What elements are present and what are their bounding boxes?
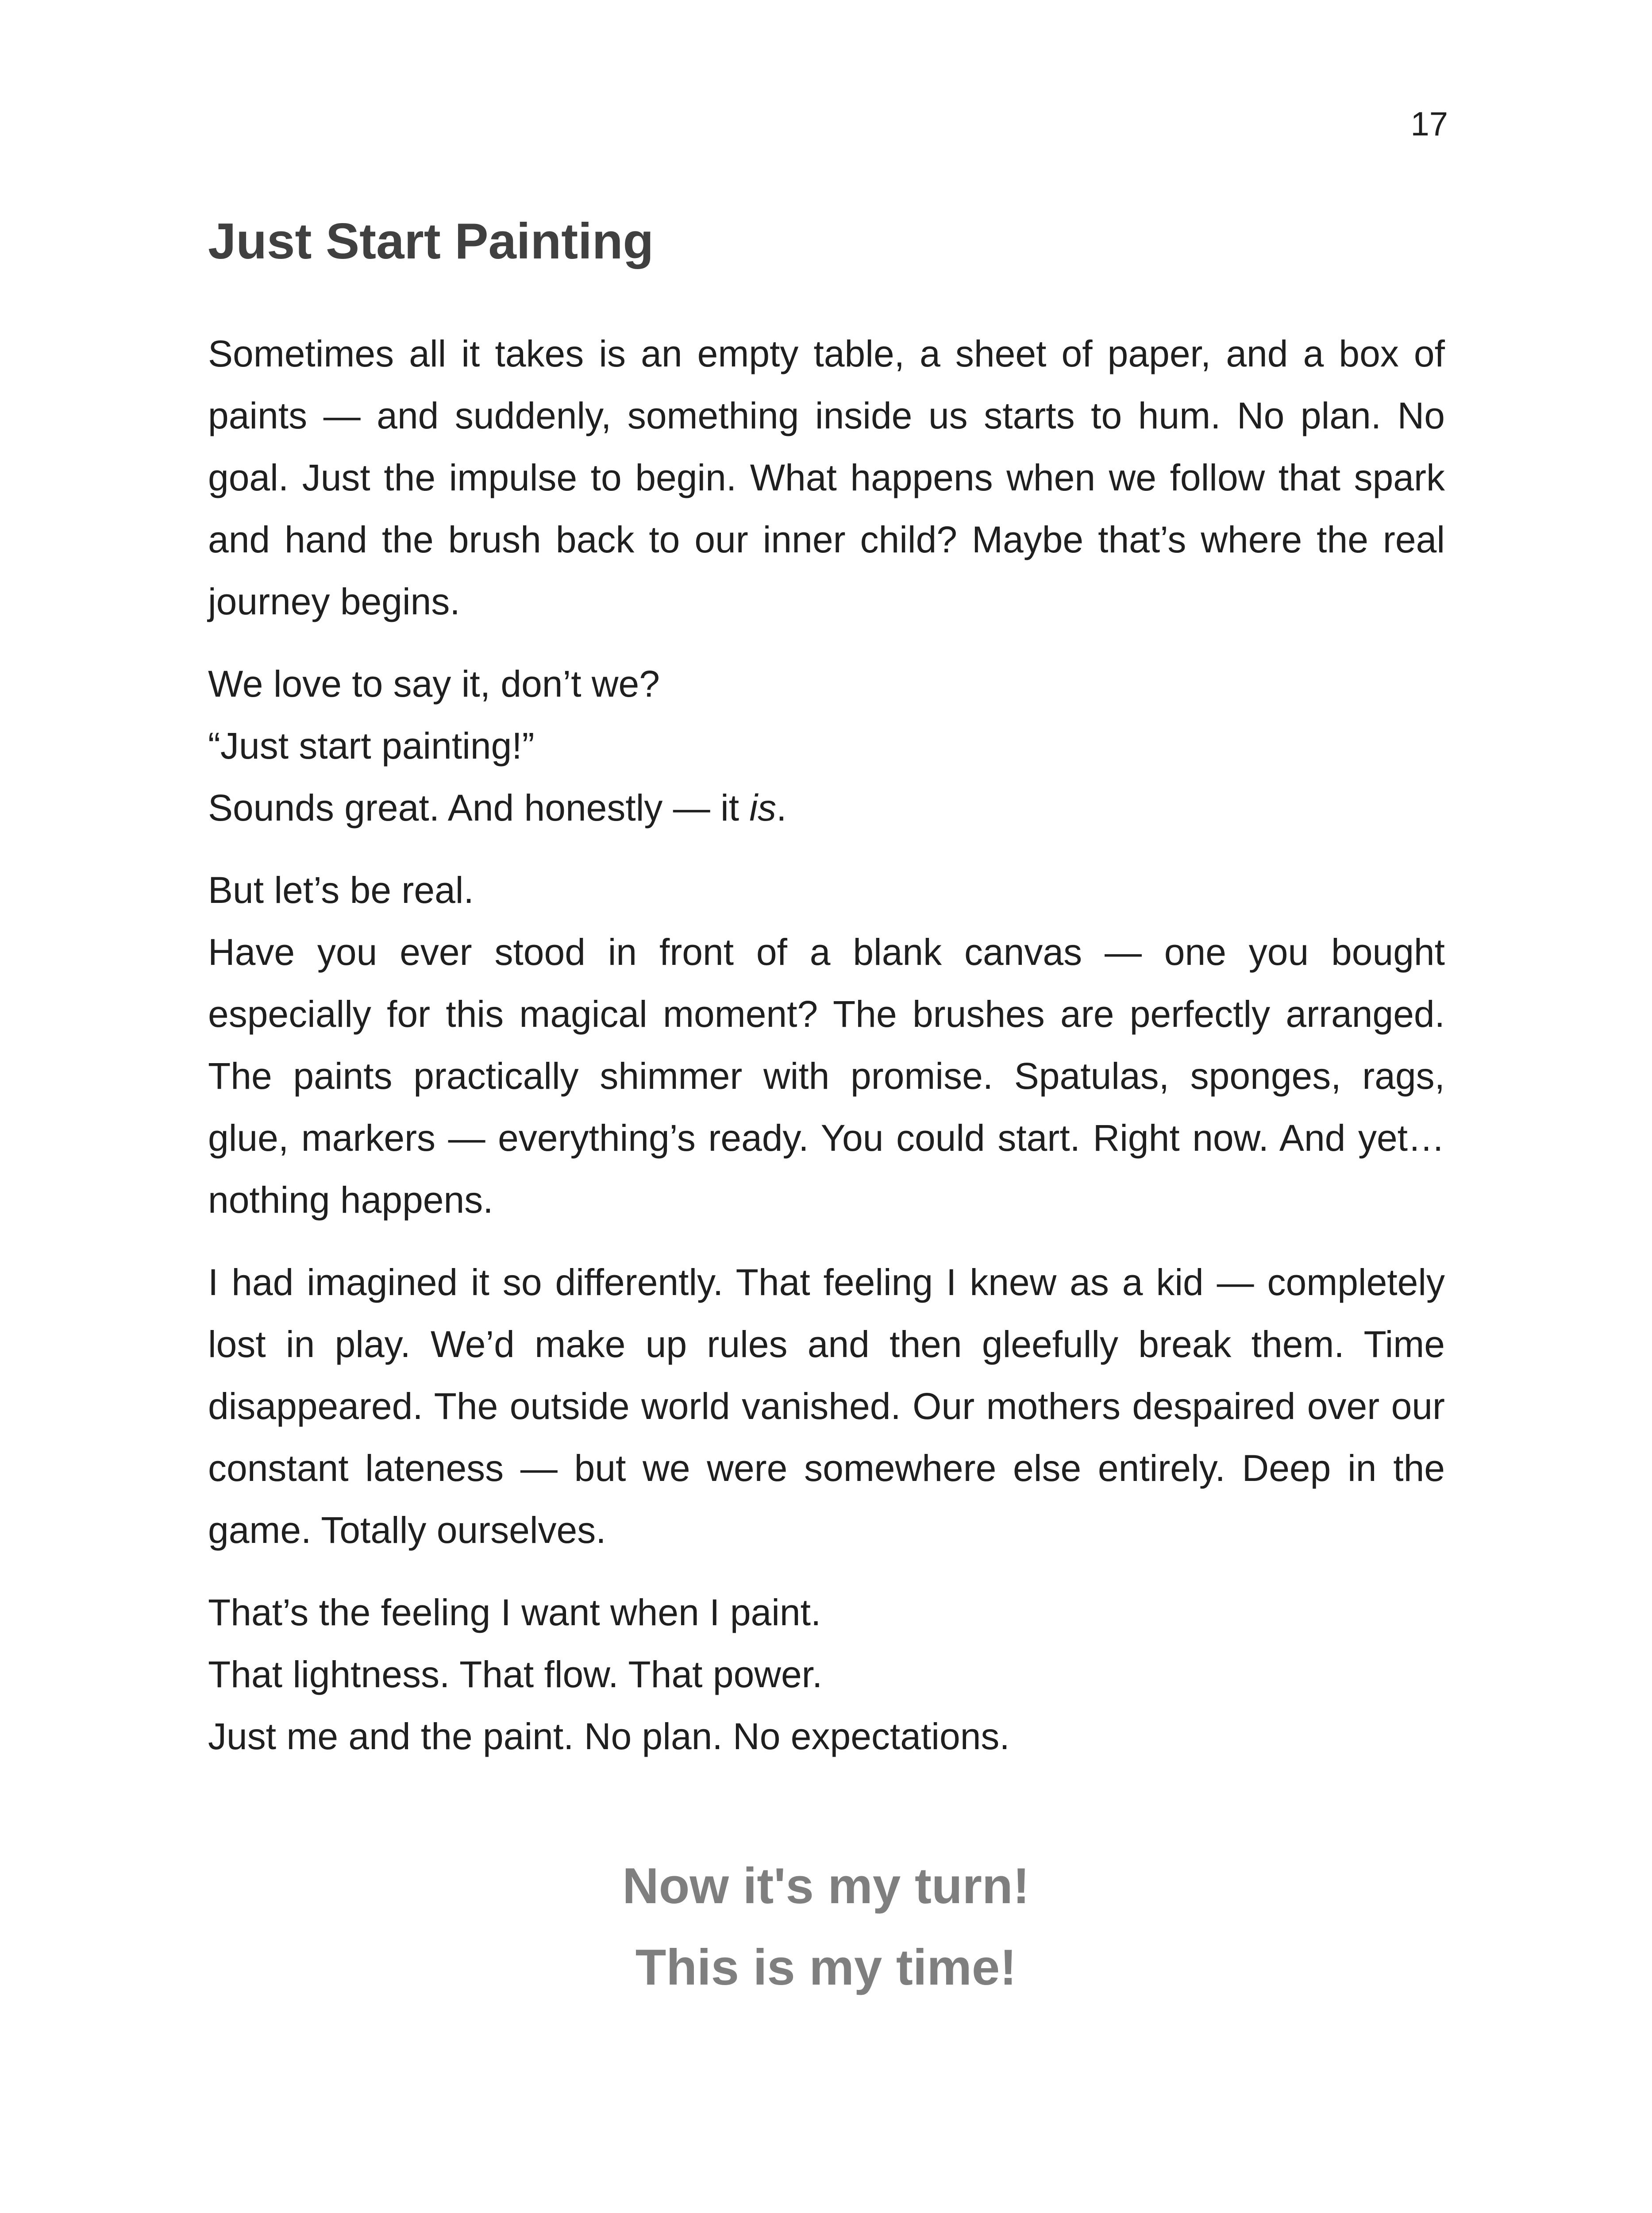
text-line: That’s the feeling I want when I paint. <box>208 1592 821 1634</box>
paragraph-childhood: I had imagined it so differently. That feeling I knew as a kid — completely lost in play. We’d make up rules and then gleefully break them. Time disappeared. The outside world vanished. Our mothers despaired over our constant lateness — but we were somewhere else entirely. Deep in the game. Totally ourselves. <box>208 1261 1445 1551</box>
text-fragment: Sounds great. And honestly — it <box>208 787 750 829</box>
text-line-with-emphasis <box>208 777 1445 839</box>
page-content <box>208 212 1445 1788</box>
paragraph-canvas-group <box>208 859 1445 1231</box>
closing-line-2: This is my time! <box>635 1939 1017 1996</box>
paragraph-quote-group <box>208 653 1445 839</box>
closing-line-1: Now it's my turn! <box>622 1858 1030 1914</box>
text-line: Just me and the paint. No plan. No expectations. <box>208 1716 1010 1758</box>
page-number: 17 <box>1410 105 1448 143</box>
text-line: “Just start painting!” <box>208 725 535 767</box>
text-line: But let’s be real. <box>208 869 474 911</box>
paragraph-blank-canvas: Have you ever stood in front of a blank canvas — one you bought especially for this magical moment? The brushes are perfectly arranged. The paints practically shimmer with promise. Spatulas, sponges, rags, glue, markers — everything’s ready. You could start. Right now. And yet… nothing happens. <box>208 931 1445 1221</box>
text-fragment: . <box>776 787 787 829</box>
text-line: We love to say it, don’t we? <box>208 663 660 705</box>
emphasis-text: is <box>749 787 777 829</box>
text-line: That lightness. That flow. That power. <box>208 1654 823 1696</box>
page-title: Just Start Painting <box>208 213 654 270</box>
paragraph-intro: Sometimes all it takes is an empty table, a sheet of paper, and a box of paints — and suddenly, something inside us starts to hum. No plan. No goal. Just the impulse to begin. What happens when we follow that spark and hand the brush back to our inner child? Maybe that’s where the real journey begins. <box>208 333 1445 623</box>
closing-callout <box>0 1846 1652 2009</box>
paragraph-feeling-group <box>208 1581 1445 1767</box>
